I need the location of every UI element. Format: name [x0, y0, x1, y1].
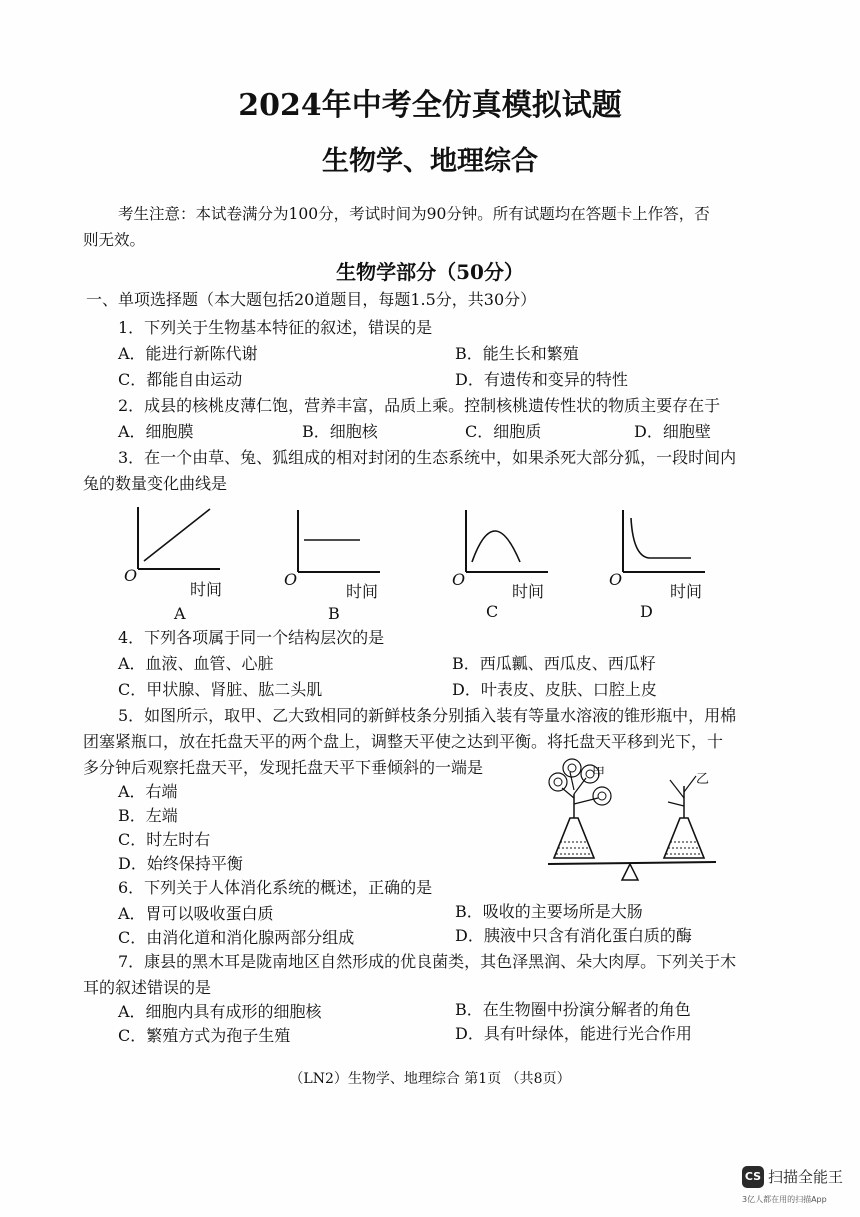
q5-option-b: B．左端 [118, 806, 178, 825]
section-title: 生物学部分（50分） [336, 260, 524, 284]
q7-option-d: D．具有叶绿体，能进行光合作用 [455, 1024, 692, 1043]
q7-option-c: C．繁殖方式为孢子生殖 [118, 1026, 291, 1045]
q4-option-b: B．西瓜瓤、西瓜皮、西瓜籽 [452, 654, 656, 673]
q1-option-d: D．有遗传和变异的特性 [455, 370, 628, 389]
q1-stem: 1．下列关于生物基本特征的叙述，错误的是 [118, 318, 433, 337]
q2-option-b: B．细胞核 [302, 422, 378, 441]
q4-option-d: D．叶表皮、皮肤、口腔上皮 [452, 680, 657, 699]
notice-line-1: 考生注意：本试卷满分为100分，考试时间为90分钟。所有试题均在答题卡上作答，否 [118, 205, 710, 223]
q5-balance-figure [540, 758, 720, 888]
q6-option-d: D．胰液中只含有消化蛋白质的酶 [455, 926, 692, 945]
q2-option-d: D．细胞壁 [634, 422, 711, 441]
q3-graph-d-letter: D [640, 602, 653, 621]
q3-graph-a-xlabel: 时间 [190, 580, 223, 599]
q2-stem: 2．成县的核桃皮薄仁饱，营养丰富，品质上乘。控制核桃遗传性状的物质主要存在于 [118, 396, 721, 415]
q3-graph-b-xlabel: 时间 [346, 582, 379, 601]
camscanner-name: 扫描全能王 [768, 1168, 844, 1186]
q2-option-a: A．细胞膜 [118, 422, 194, 441]
q3-graph-c-letter: C [486, 602, 499, 621]
q3-graph-a-origin: O [124, 566, 138, 585]
q3-stem-1: 3．在一个由草、兔、狐组成的相对封闭的生态系统中，如果杀死大部分狐，一段时间内 [118, 448, 737, 467]
page-footer: （LN2）生物学、地理综合 第1页 （共8页） [289, 1071, 571, 1087]
q3-stem-2: 兔的数量变化曲线是 [83, 474, 228, 493]
q1-option-c: C．都能自由运动 [118, 370, 243, 389]
q6-option-a: A．胃可以吸收蛋白质 [118, 904, 274, 923]
q3-graph-a-letter: A [174, 604, 186, 623]
q7-stem-2: 耳的叙述错误的是 [83, 978, 212, 997]
q3-graph-c [448, 506, 558, 626]
q3-graph-d-origin: O [609, 570, 623, 589]
q3-graph-d-xlabel: 时间 [670, 582, 703, 601]
q5-stem-2: 团塞紧瓶口，放在托盘天平的两个盘上，调整天平使之达到平衡。将托盘天平移到光下，十 [83, 732, 724, 751]
camscanner-logo: CS [742, 1166, 764, 1188]
q3-graph-b-letter: B [328, 604, 340, 623]
q7-option-a: A．细胞内具有成形的细胞核 [118, 1002, 322, 1021]
q6-stem: 6．下列关于人体消化系统的概述，正确的是 [118, 878, 433, 897]
q5-option-a: A．右端 [118, 782, 178, 801]
part1-heading: 一、单项选择题（本大题包括20道题目，每题1.5分，共30分） [86, 290, 537, 309]
q5-option-d: D．始终保持平衡 [118, 854, 243, 873]
q5-stem-1: 5．如图所示，取甲、乙大致相同的新鲜枝条分别插入装有等量水溶液的锥形瓶中，用棉 [118, 706, 737, 725]
q6-option-b: B．吸收的主要场所是大肠 [455, 902, 643, 921]
notice-line-2: 则无效。 [83, 231, 146, 249]
q4-stem: 4．下列各项属于同一个结构层次的是 [118, 628, 385, 647]
q5-option-c: C．时左时右 [118, 830, 211, 849]
q4-option-a: A．血液、血管、心脏 [118, 654, 274, 673]
q3-graph-d [605, 506, 715, 626]
q2-option-c: C．细胞质 [465, 422, 542, 441]
q3-graph-b-origin: O [284, 570, 298, 589]
q5-stem-3: 多分钟后观察托盘天平，发现托盘天平下垂倾斜的一端是 [83, 758, 484, 777]
q3-graph-c-xlabel: 时间 [512, 582, 545, 601]
exam-subtitle: 生物学、地理综合 [322, 146, 538, 177]
q1-option-a: A．能进行新陈代谢 [118, 344, 258, 363]
q3-graph-c-origin: O [452, 570, 466, 589]
q7-option-b: B．在生物圈中扮演分解者的角色 [455, 1000, 691, 1019]
q6-option-c: C．由消化道和消化腺两部分组成 [118, 928, 355, 947]
q4-option-c: C．甲状腺、肾脏、肱二头肌 [118, 680, 323, 699]
q5-label-jia: 甲 [592, 766, 606, 781]
camscanner-tagline: 3亿人都在用的扫描App [742, 1195, 827, 1204]
q7-stem-1: 7．康县的黑木耳是陇南地区自然形成的优良菌类，其色泽黑润、朵大肉厚。下列关于木 [118, 952, 737, 971]
exam-title: 2024年中考全仿真模拟试题 [238, 88, 622, 123]
q5-label-yi: 乙 [696, 772, 710, 787]
q1-option-b: B．能生长和繁殖 [455, 344, 579, 363]
